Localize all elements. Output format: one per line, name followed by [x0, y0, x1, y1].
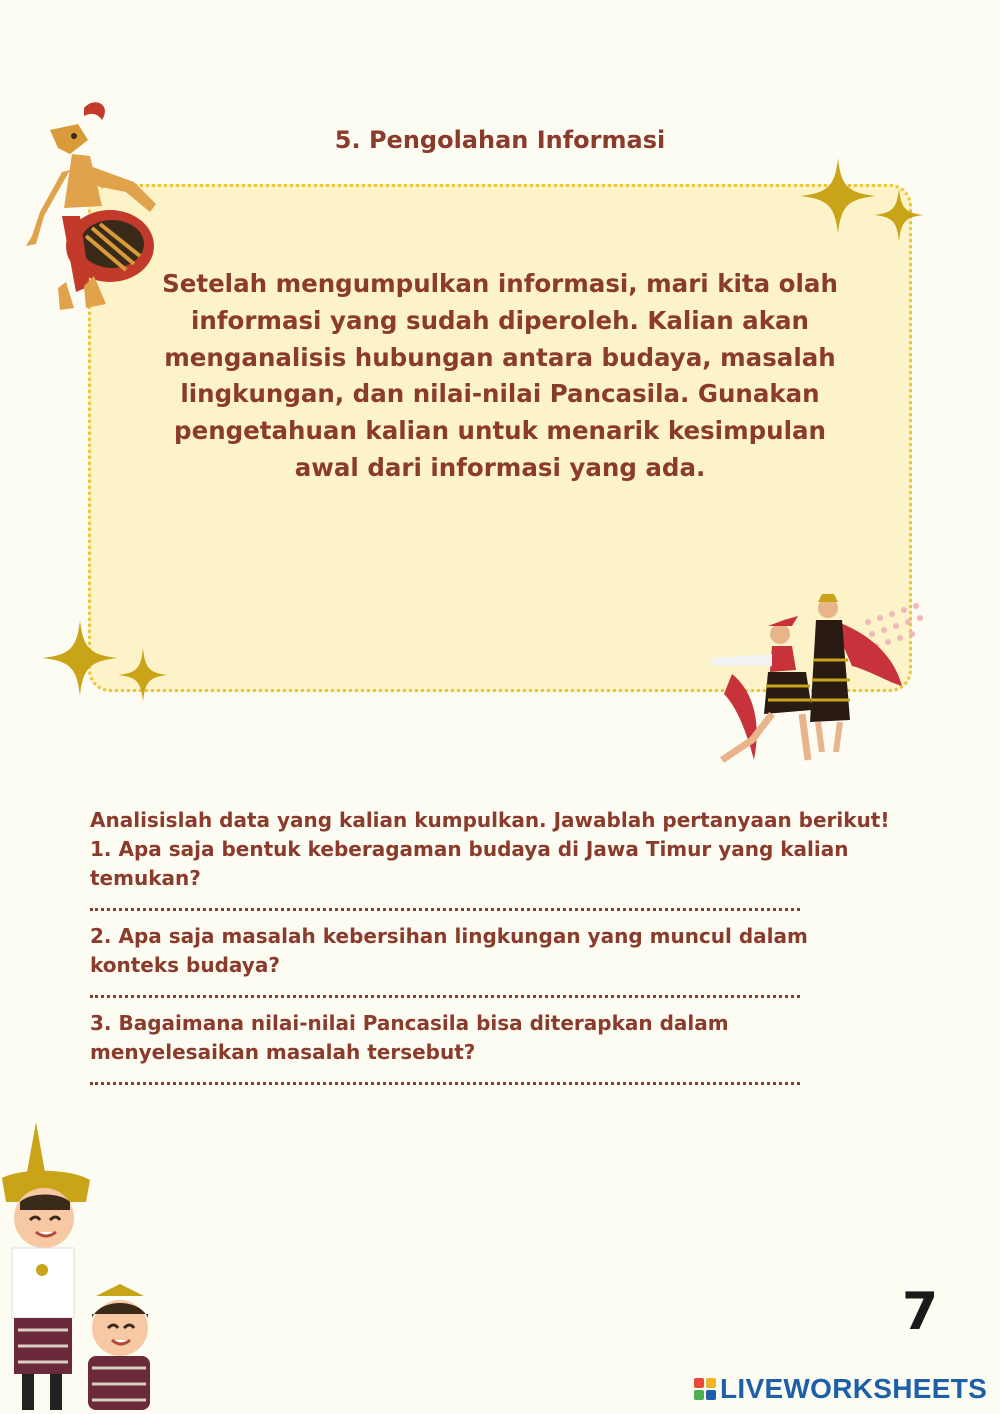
answer-field-1[interactable]: [90, 893, 800, 922]
wayang-puppet-illustration: [14, 96, 174, 316]
brand-text: LIVEWORKSHEETS: [720, 1373, 988, 1404]
sparkle-icon: [798, 156, 878, 236]
liveworksheets-logo: [694, 1378, 716, 1400]
question-3: 3. Bagaimana nilai-nilai Pancasila bisa diterapkan dalam menyelesaikan masalah tersebut?: [90, 1011, 729, 1064]
instruction-text: Analisislah data yang kalian kumpulkan. Jawablah pertanyaan berikut!: [90, 808, 890, 832]
answer-field-3[interactable]: [90, 1067, 800, 1096]
sparkle-icon: [40, 618, 120, 698]
sparkle-icon: [872, 186, 926, 244]
question-2: 2. Apa saja masalah kebersihan lingkungan yang muncul dalam konteks budaya?: [90, 924, 808, 977]
questions-section: [90, 806, 930, 1096]
sparkle-icon: [116, 646, 170, 704]
traditional-couple-illustration: [0, 1118, 170, 1414]
intro-paragraph: Setelah mengumpulkan informasi, mari kita olah informasi yang sudah diperoleh. Kalian akan menganalisis hubungan antara budaya, masalah lingkungan, dan nilai-nilai Pancasila. Gunakan pengetahuan kalian untuk menarik kesimpulan awal dari informasi yang ada.: [162, 269, 838, 482]
answer-field-2[interactable]: [90, 980, 800, 1009]
liveworksheets-brand[interactable]: [694, 1372, 987, 1406]
page-number: 7: [902, 1282, 939, 1342]
question-1: 1. Apa saja bentuk keberagaman budaya di Jawa Timur yang kalian temukan?: [90, 837, 849, 890]
section-title: 5. Pengolahan Informasi: [334, 126, 666, 154]
dancers-illustration: [692, 590, 942, 770]
